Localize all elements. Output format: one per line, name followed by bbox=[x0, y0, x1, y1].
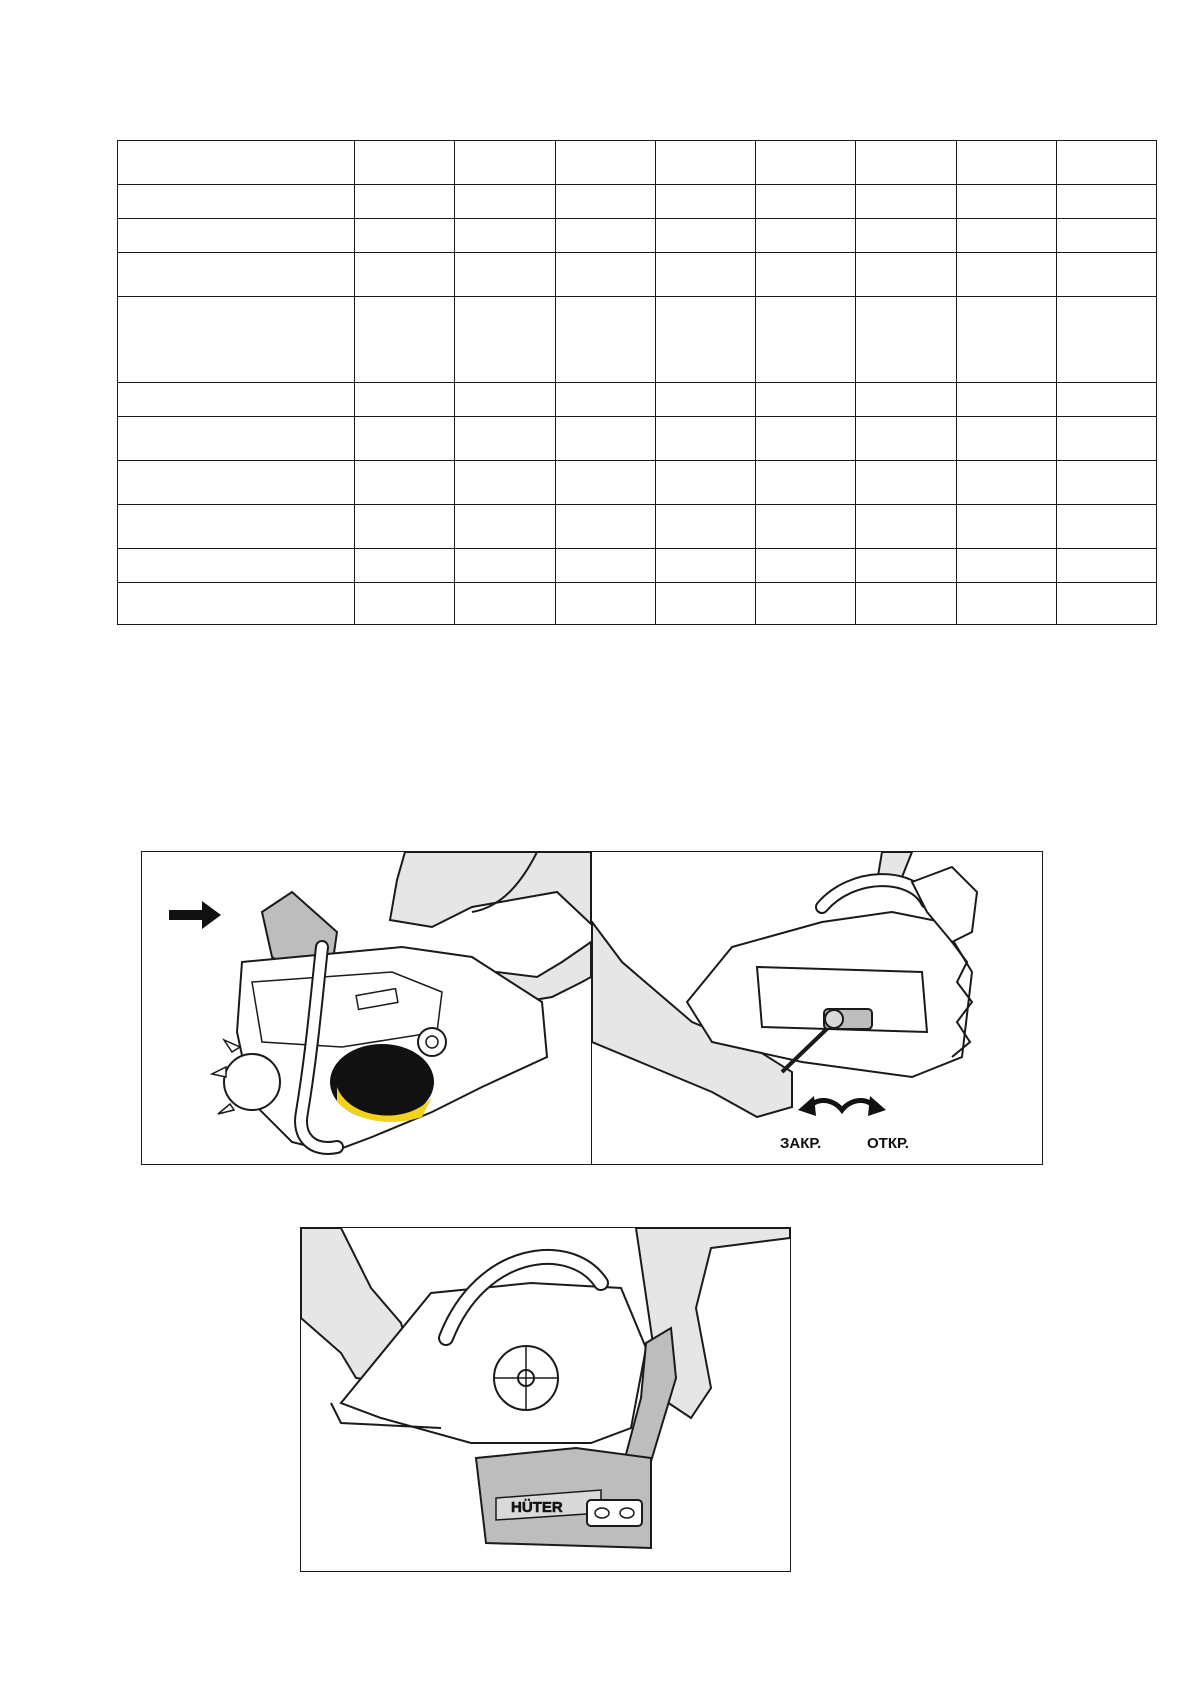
figure-chain-brake bbox=[141, 851, 592, 1165]
table-cell bbox=[555, 383, 655, 417]
table-row-label bbox=[118, 549, 355, 583]
table-cell bbox=[655, 253, 755, 297]
figure-chain-tension bbox=[591, 851, 1043, 1165]
table-cell bbox=[355, 417, 455, 461]
table-cell bbox=[1056, 297, 1156, 383]
table-row bbox=[118, 185, 1157, 219]
table-cell bbox=[655, 417, 755, 461]
table-cell bbox=[455, 141, 555, 185]
table-cell bbox=[1056, 583, 1156, 625]
table-cell bbox=[856, 417, 956, 461]
left-arm bbox=[390, 852, 591, 927]
table-row-label bbox=[118, 461, 355, 505]
table-cell bbox=[455, 383, 555, 417]
table-cell bbox=[756, 583, 856, 625]
table-cell bbox=[956, 219, 1056, 253]
table-row bbox=[118, 253, 1157, 297]
table-cell bbox=[856, 461, 956, 505]
table-cell bbox=[555, 417, 655, 461]
table-cell bbox=[956, 417, 1056, 461]
table-cell bbox=[655, 383, 755, 417]
table-cell bbox=[956, 583, 1056, 625]
table-cell bbox=[956, 141, 1056, 185]
table-cell bbox=[956, 297, 1056, 383]
decal-model-text: BS-52 bbox=[362, 1097, 402, 1113]
table-cell bbox=[455, 505, 555, 549]
table-cell bbox=[1056, 383, 1156, 417]
table-cell bbox=[655, 505, 755, 549]
table-cell bbox=[455, 253, 555, 297]
table-cell bbox=[756, 549, 856, 583]
table-cell bbox=[655, 461, 755, 505]
table-cell bbox=[1056, 253, 1156, 297]
table-row-label bbox=[118, 505, 355, 549]
table-row-label bbox=[118, 297, 355, 383]
table-cell bbox=[1056, 141, 1156, 185]
table-cell bbox=[555, 297, 655, 383]
open-label: ОТКР. bbox=[867, 1135, 909, 1152]
cover-removal-illustration bbox=[301, 1228, 790, 1571]
table-row-label bbox=[118, 383, 355, 417]
table-row bbox=[118, 461, 1157, 505]
table-cell bbox=[655, 297, 755, 383]
table-cell bbox=[555, 461, 655, 505]
spec-table-body bbox=[118, 141, 1157, 625]
table-cell bbox=[555, 185, 655, 219]
table-cell bbox=[856, 383, 956, 417]
decal-brand-text: HÜTER bbox=[349, 1065, 408, 1084]
table-cell bbox=[555, 505, 655, 549]
table-cell bbox=[455, 583, 555, 625]
table-cell bbox=[1056, 417, 1156, 461]
table-cell bbox=[956, 185, 1056, 219]
table-cell bbox=[756, 141, 856, 185]
table-cell bbox=[455, 185, 555, 219]
table-cell bbox=[856, 297, 956, 383]
table-cell bbox=[956, 549, 1056, 583]
table-cell bbox=[856, 253, 956, 297]
figure-cover-removal bbox=[300, 1227, 791, 1572]
table-cell bbox=[756, 253, 856, 297]
chain-tension-illustration bbox=[592, 852, 1042, 1164]
chainsaw-brake-illustration bbox=[142, 852, 591, 1164]
table-row bbox=[118, 583, 1157, 625]
close-label: ЗАКР. bbox=[780, 1135, 822, 1152]
table-cell bbox=[555, 253, 655, 297]
table-cell bbox=[1056, 219, 1156, 253]
table-cell bbox=[655, 219, 755, 253]
table-cell bbox=[856, 141, 956, 185]
table-cell bbox=[555, 549, 655, 583]
table-cell bbox=[355, 141, 455, 185]
table-cell bbox=[455, 549, 555, 583]
table-cell bbox=[956, 383, 1056, 417]
table-row-label bbox=[118, 583, 355, 625]
table-cell bbox=[355, 297, 455, 383]
table-row bbox=[118, 219, 1157, 253]
table-cell bbox=[355, 583, 455, 625]
table-cell bbox=[1056, 505, 1156, 549]
table-row bbox=[118, 383, 1157, 417]
table-cell bbox=[655, 549, 755, 583]
table-row-label bbox=[118, 185, 355, 219]
table-cell bbox=[655, 141, 755, 185]
table-cell bbox=[756, 219, 856, 253]
table-cell bbox=[455, 461, 555, 505]
table-cell bbox=[856, 185, 956, 219]
table-cell bbox=[355, 505, 455, 549]
table-row bbox=[118, 549, 1157, 583]
right-arrow-icon bbox=[169, 901, 221, 929]
table-cell bbox=[856, 549, 956, 583]
table-cell bbox=[1056, 185, 1156, 219]
table-cell bbox=[355, 461, 455, 505]
table-cell bbox=[455, 297, 555, 383]
table-cell bbox=[455, 417, 555, 461]
table-cell bbox=[655, 583, 755, 625]
table-row bbox=[118, 417, 1157, 461]
table-row-label bbox=[118, 141, 355, 185]
table-cell bbox=[1056, 549, 1156, 583]
table-cell bbox=[355, 253, 455, 297]
table-cell bbox=[756, 383, 856, 417]
table-cell bbox=[756, 185, 856, 219]
cover-brand-text: HÜTER bbox=[511, 1499, 563, 1516]
table-cell bbox=[856, 219, 956, 253]
spec-table bbox=[117, 140, 1157, 625]
table-cell bbox=[856, 505, 956, 549]
table-cell bbox=[756, 417, 856, 461]
table-cell bbox=[1056, 461, 1156, 505]
table-cell bbox=[956, 505, 1056, 549]
table-cell bbox=[956, 461, 1056, 505]
table-row-label bbox=[118, 417, 355, 461]
table-cell bbox=[756, 297, 856, 383]
table-cell bbox=[355, 383, 455, 417]
table-row-label bbox=[118, 219, 355, 253]
table-row bbox=[118, 505, 1157, 549]
table-cell bbox=[756, 461, 856, 505]
table-row bbox=[118, 141, 1157, 185]
table-cell bbox=[455, 219, 555, 253]
table-row-label bbox=[118, 253, 355, 297]
rotate-arrows-icon bbox=[798, 1096, 886, 1116]
table-cell bbox=[555, 141, 655, 185]
table-cell bbox=[655, 185, 755, 219]
table-cell bbox=[555, 219, 655, 253]
table-cell bbox=[355, 219, 455, 253]
table-cell bbox=[756, 505, 856, 549]
table-cell bbox=[856, 583, 956, 625]
table-row bbox=[118, 297, 1157, 383]
sprocket-cover bbox=[476, 1448, 651, 1548]
table-cell bbox=[555, 583, 655, 625]
table-cell bbox=[355, 185, 455, 219]
table-cell bbox=[355, 549, 455, 583]
table-cell bbox=[956, 253, 1056, 297]
